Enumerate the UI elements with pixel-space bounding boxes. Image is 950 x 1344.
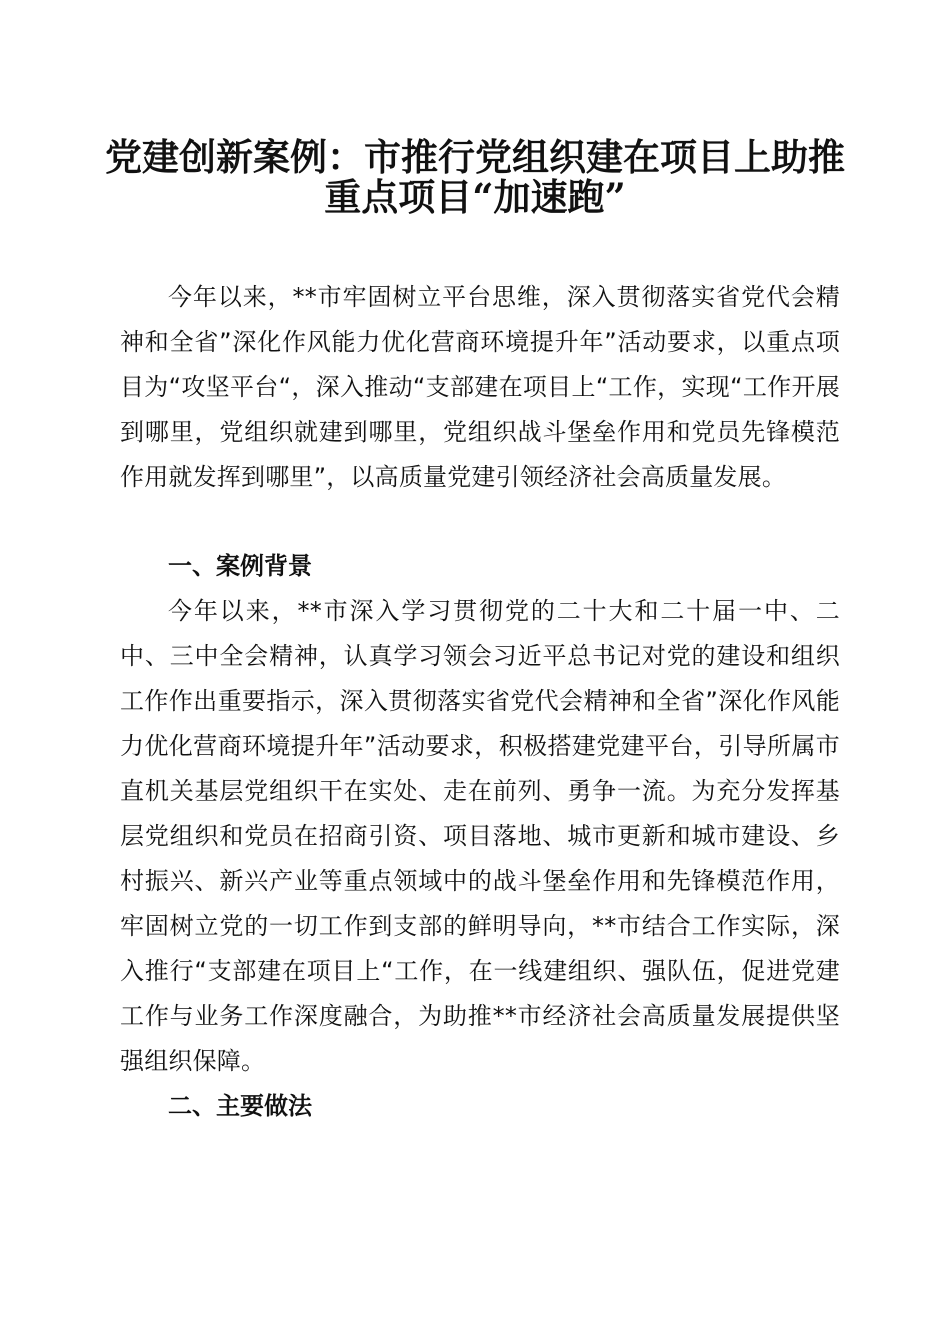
section-2-heading: 二、主要做法 (168, 1092, 312, 1120)
section-1-paragraph: 今年以来，**市深入学习贯彻党的二十大和二十届一中、二中、三中全会精神，认真学习领会习近平总书记对党的建设和组织工作作出重要指示，深入贯彻落实省党代会精神和全省”深化作风能力优化营商环境提升年”活动要求，积极搭建党建平台，引导所属市直机关基层党组织干在实处、走在前列、勇争一流。为充分发挥基层党组织和党员在招商引资、项目落地、城市更新和城市建设、乡村振兴、新兴产业等重点领域中的战斗堡垒作用和先锋模范作用，牢固树立党的一切工作到支部的鲜明导向，**市结合工作实际，深入推行“支部建在项目上“工作，在一线建组织、强队伍，促进党建工作与业务工作深度融合，为助推**市经济社会高质量发展提供坚强组织保障。 (120, 597, 840, 1075)
document-title-line-1: 党建创新案例：市推行党组织建在项目上助推 (105, 135, 845, 179)
document-title-line-2: 重点项目“加速跑” (324, 175, 626, 219)
intro-paragraph: 今年以来，**市牢固树立平台思维，深入贯彻落实省党代会精神和全省”深化作风能力优化营商环境提升年”活动要求，以重点项目为“攻坚平台“，深入推动“支部建在项目上“工作，实现“工作开展到哪里，党组织就建到哪里，党组织战斗堡垒作用和党员先锋模范作用就发挥到哪里”，以高质量党建引领经济社会高质量发展。 (120, 283, 840, 491)
section-1-heading: 一、案例背景 (168, 552, 312, 580)
